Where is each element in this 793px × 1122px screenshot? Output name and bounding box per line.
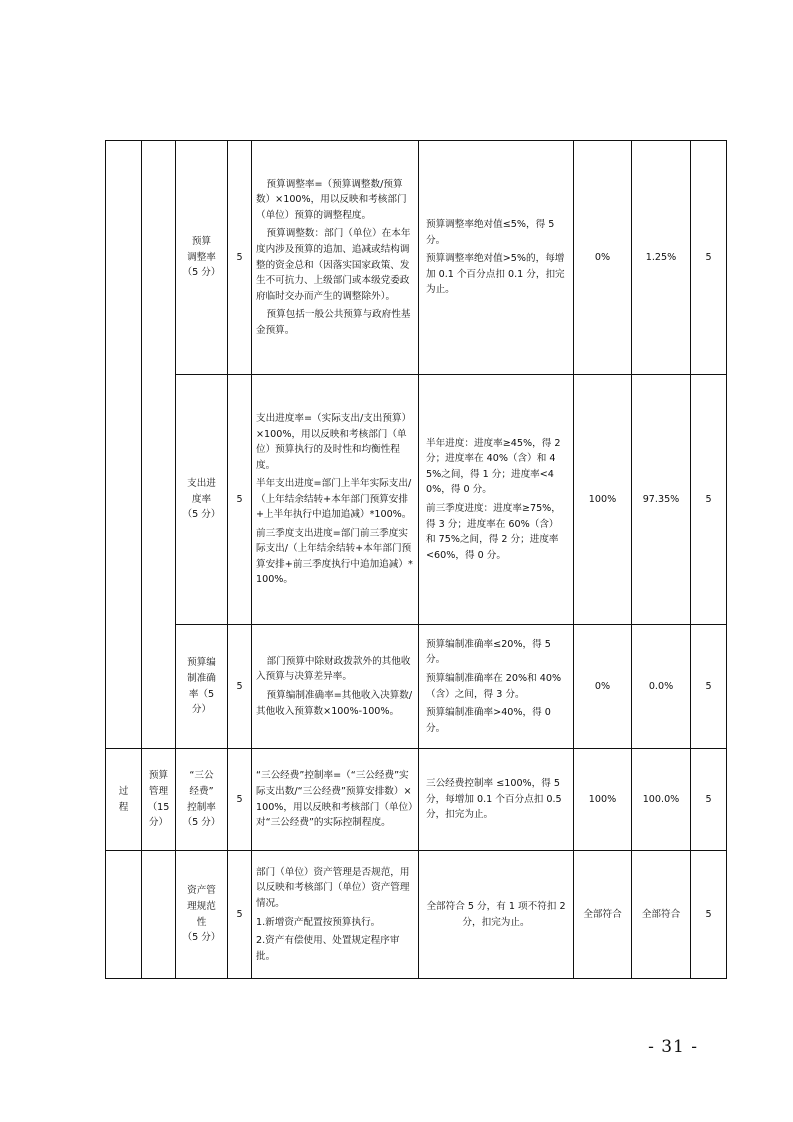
level2-cell xyxy=(142,749,176,851)
table-row xyxy=(106,625,727,749)
weight-cell: 5 xyxy=(228,625,252,749)
standard-cell xyxy=(419,749,574,851)
indicator-line: 制准确 xyxy=(187,672,216,684)
rule-cell xyxy=(252,625,419,749)
weight-cell: 5 xyxy=(228,375,252,625)
level2-cell-empty xyxy=(142,141,176,749)
rule-paragraph: 支出进度率=（实际支出/支出预算）×100%，用以反映和考核部门（单位）预算执行的及时性和均衡性程度。 xyxy=(256,413,412,471)
rule-paragraph: 部门预算中除财政拨款外的其他收入预算与决算差异率。 xyxy=(256,655,411,683)
indicator-line: 预算 xyxy=(191,236,212,248)
target-cell: 全部符合 xyxy=(574,851,632,979)
weight-cell: 5 xyxy=(228,851,252,979)
level1-cell-empty xyxy=(106,141,142,749)
level1-cell-empty xyxy=(106,851,142,979)
standard-cell xyxy=(419,141,574,375)
indicator-line: 理规范 xyxy=(187,900,216,912)
actual-cell: 1.25% xyxy=(632,141,691,375)
indicator-line: （5 分） xyxy=(182,509,221,521)
standard-cell xyxy=(419,375,574,625)
standard-cell xyxy=(419,625,574,749)
indicator-line: 率（5 xyxy=(188,688,215,700)
rule-paragraph: “三公经费”控制率=（“三公经费”实际支出数/“三公经费”预算安排数）×100%，用以反映和考核部门（单位）对“三公经费”的实际控制程度。 xyxy=(256,770,413,829)
level2-line: 预算 xyxy=(148,770,169,782)
indicator-line: 控制率 xyxy=(187,801,216,813)
score-cell: 5 xyxy=(691,375,727,625)
level1-line: 程 xyxy=(118,801,129,813)
level1-cell xyxy=(106,749,142,851)
indicator-line: 性 xyxy=(196,916,207,928)
level2-line: 管理 xyxy=(148,785,169,797)
standard-paragraph: 全部符合 5 分，有 1 项不符扣 2 分，扣完为止。 xyxy=(426,900,566,928)
standard-paragraph: 预算调整率绝对值≤5%，得 5 分。 xyxy=(426,219,555,246)
table-row xyxy=(106,141,727,375)
standard-paragraph: 预算编制准确率>40%，得 0 分。 xyxy=(426,707,551,734)
indicator-line: “三公 xyxy=(189,770,214,782)
target-cell: 100% xyxy=(574,749,632,851)
indicator-line: （5 分） xyxy=(182,817,221,829)
rule-cell xyxy=(252,851,419,979)
indicator-line: 支出进 xyxy=(187,478,216,490)
indicator-cell xyxy=(176,625,228,749)
actual-cell: 0.0% xyxy=(632,625,691,749)
standard-cell xyxy=(419,851,574,979)
indicator-line: 经费” xyxy=(189,785,214,797)
score-cell: 5 xyxy=(691,141,727,375)
score-cell: 5 xyxy=(691,749,727,851)
rule-paragraph: 预算编制准确率=其他收入决算数/其他收入预算数×100%-100%。 xyxy=(256,690,413,717)
standard-paragraph: 三公经费控制率 ≤100%，得 5 分，每增加 0.1 个百分点扣 0.5 分，扣完为止。 xyxy=(426,778,562,821)
indicator-line: 调整率 xyxy=(187,251,216,263)
rule-paragraph: 预算包括一般公共预算与政府性基金预算。 xyxy=(256,309,411,336)
indicator-line: 预算编 xyxy=(187,657,216,669)
rule-paragraph: 半年支出进度=部门上半年实际支出/（上年结余结转+本年部门预算安排+上半年执行中追加追减）*100%。 xyxy=(256,478,412,521)
table-row xyxy=(106,749,727,851)
rule-paragraph: 预算调整率=（预算调整数/预算数）×100%，用以反映和考核部门（单位）预算的调整程度。 xyxy=(256,178,407,221)
rule-paragraph: 预算调整数：部门（单位）在本年度内涉及预算的追加、追减或结构调整的资金总和（因落实国家政策、发生不可抗力、上级部门或本级党委政府临时交办而产生的调整除外）。 xyxy=(256,228,411,302)
standard-paragraph: 预算编制准确率≤20%，得 5 分。 xyxy=(426,638,551,666)
target-cell: 0% xyxy=(574,625,632,749)
table-row xyxy=(106,375,727,625)
standard-paragraph: 预算编制准确率在 20%和 40%（含）之间，得 3 分。 xyxy=(426,672,562,700)
standard-paragraph: 半年进度：进度率≥45%，得 2 分；进度率在 40%（含）和 45%之间，得 1 分；进度率<40%，得 0 分。 xyxy=(426,437,561,496)
rule-cell xyxy=(252,749,419,851)
target-cell: 0% xyxy=(574,141,632,375)
score-cell: 5 xyxy=(691,625,727,749)
page-number: - 31 - xyxy=(648,1037,698,1057)
rule-paragraph: 2.资产有偿使用、处置规定程序审批。 xyxy=(256,935,400,962)
actual-cell: 97.35% xyxy=(632,375,691,625)
rule-paragraph: 部门（单位）资产管理是否规范，用以反映和考核部门（单位）资产管理情况。 xyxy=(256,866,410,909)
indicator-cell xyxy=(176,749,228,851)
table-row xyxy=(106,851,727,979)
indicator-line: 分） xyxy=(191,704,212,716)
rule-paragraph: 1.新增资产配置按预算执行。 xyxy=(256,916,381,928)
weight-cell: 5 xyxy=(228,141,252,375)
indicator-line: （5 分） xyxy=(182,267,221,279)
level2-line: （15 xyxy=(147,801,170,813)
indicator-line: （5 分） xyxy=(182,932,221,944)
rule-cell xyxy=(252,375,419,625)
actual-cell: 全部符合 xyxy=(632,851,691,979)
indicator-cell xyxy=(176,851,228,979)
rule-paragraph: 前三季度支出进度=部门前三季度实际支出/（上年结余结转+本年部门预算安排+前三季度执行中追加追减）*100%。 xyxy=(256,527,413,586)
indicator-line: 度率 xyxy=(191,493,212,505)
indicator-cell xyxy=(176,141,228,375)
level2-line: 分） xyxy=(148,817,169,829)
level2-cell-empty xyxy=(142,851,176,979)
level1-line: 过 xyxy=(118,785,129,797)
weight-cell: 5 xyxy=(228,749,252,851)
indicator-line: 资产管 xyxy=(187,885,216,897)
standard-paragraph: 前三季度进度：进度率≥75%，得 3 分；进度率在 60%（含）和 75%之间，得 2 分；进度率<60%，得 0 分。 xyxy=(426,503,561,561)
actual-cell: 100.0% xyxy=(632,749,691,851)
score-cell: 5 xyxy=(691,851,727,979)
evaluation-table xyxy=(105,140,727,979)
standard-paragraph: 预算调整率绝对值>5%的，每增加 0.1 个百分点扣 0.1 分，扣完为止。 xyxy=(426,253,565,296)
rule-cell xyxy=(252,141,419,375)
target-cell: 100% xyxy=(574,375,632,625)
indicator-cell xyxy=(176,375,228,625)
